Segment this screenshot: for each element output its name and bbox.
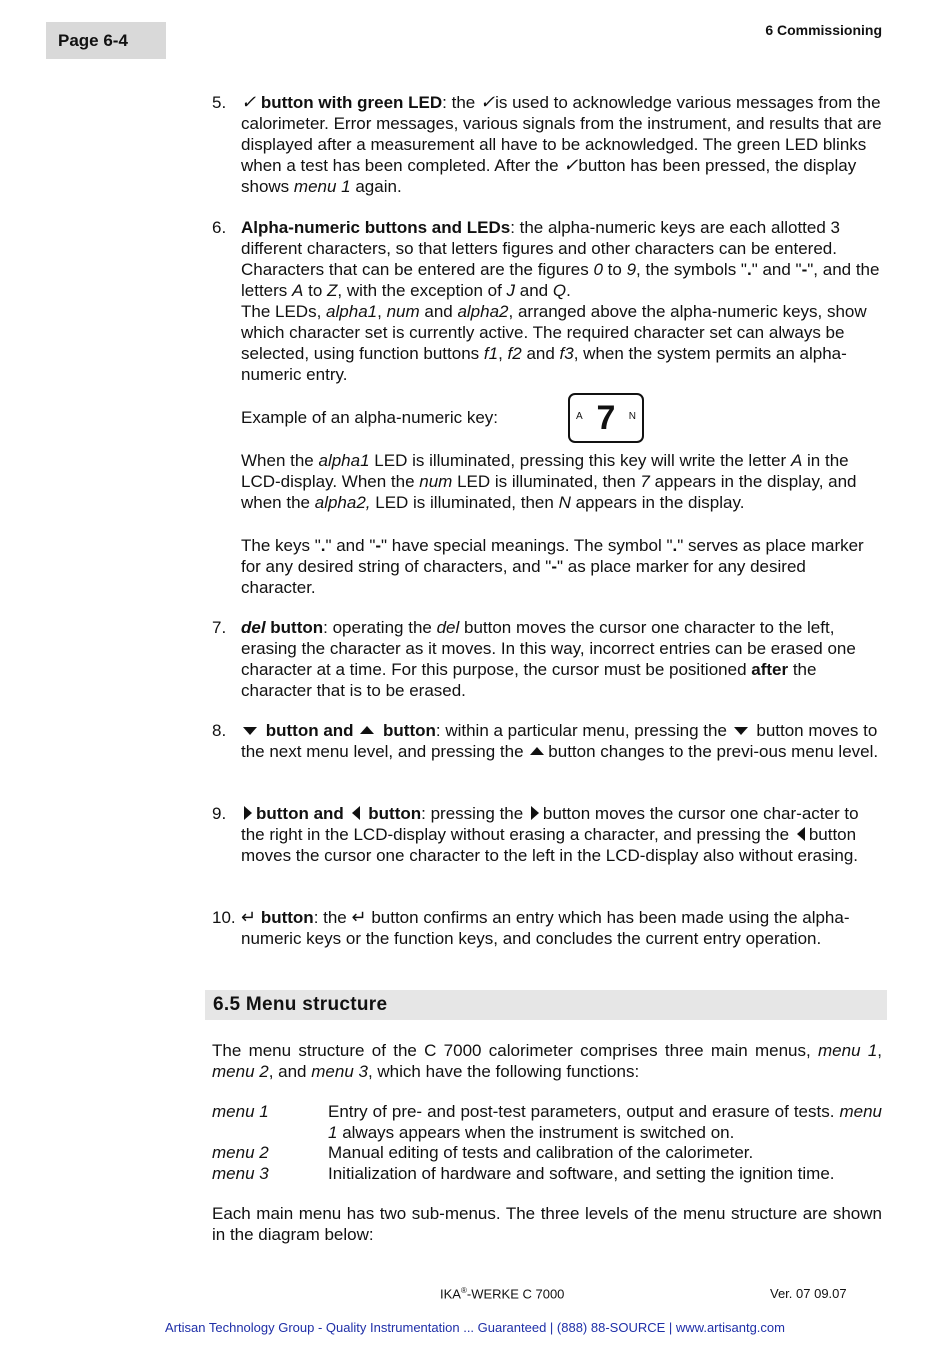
key-letter-n: N [628, 411, 636, 422]
item-number: 10. [212, 908, 236, 927]
key-letter-a: A [576, 411, 583, 422]
arrow-right-icon [531, 806, 539, 820]
list-item-5: 5. ✓ button with green LED: the ✓is used to acknowledge various messages from the calorimeter. Error messages, various signals from the instrument, and results that are displayed after a measurement all have to be acknowledged. The green LED blinks when a test has been completed. After the ✓button has been pressed, the display shows menu 1 again. [212, 92, 882, 196]
paragraph: When the alpha1 LED is illuminated, pressing this key will write the letter A in the LCD-display. When the num LED is illuminated, then 7 appears in the display, and when the alpha2, LED is illuminated, then N appears in the display. [241, 451, 857, 512]
arrow-up-icon [360, 726, 374, 734]
arrow-left-icon [797, 827, 805, 841]
paragraph: Alpha-numeric buttons and LEDs: the alpha-numeric keys are each allotted 3 different characters, so that letters figures and other characters can be entered. Characters that can be entered are the figures 0 to 9, the symbols "." and "-", and the letters A to Z, with the exception of J and Q. [241, 218, 880, 300]
arrow-right-icon [244, 806, 252, 820]
item-number: 7. [212, 618, 227, 637]
item-title: Alpha-numeric buttons and LEDs [241, 218, 511, 237]
list-item-7: 7. del button: operating the del button moves the cursor one character to the left, erasing the character as it moves. In this way, incorrect entries can be erased one character at a time. For this purpose, the cursor must be positioned after the character that is to be erased. [212, 618, 856, 700]
paragraph: The LEDs, alpha1, num and alpha2, arranged above the alpha-numeric keys, show which character set is currently active. The required character set can always be selected, using function buttons f1, f2 and f3, when the system permits an alpha-numeric entry. [241, 302, 867, 384]
page-number-tab: Page 6-4 [46, 22, 166, 59]
check-icon: ✓ [563, 155, 579, 175]
check-icon: ✓ [479, 92, 496, 112]
item-number: 5. [212, 93, 227, 112]
list-item-8: 8. button and button: within a particular menu, pressing the button moves to the next menu level, and pressing the button changes to the previ-ous menu level. [212, 721, 879, 761]
chapter-header: 6 Commissioning [765, 22, 882, 38]
arrow-up-icon [530, 747, 544, 755]
item-number: 8. [212, 721, 227, 740]
footer-brand: IKA®-WERKE C 7000 [440, 1286, 565, 1302]
enter-icon: ↵ [241, 907, 257, 927]
enter-icon: ↵ [351, 907, 367, 927]
item-number: 9. [212, 804, 227, 823]
arrow-down-icon [243, 727, 257, 735]
key-number-7: 7 [596, 399, 616, 437]
item-title: button with green LED [260, 93, 443, 112]
item-number: 6. [212, 218, 227, 237]
arrow-down-icon [734, 727, 748, 735]
list-item-6 [212, 217, 882, 385]
example-label: Example of an alpha-numeric key: [241, 408, 499, 427]
alphanumeric-key-7 [568, 393, 644, 443]
menu-definition-3: menu 3 Initialization of hardware and software, and setting the ignition time. [212, 1164, 835, 1183]
footer-link[interactable]: Artisan Technology Group - Quality Instrumentation ... Guaranteed | (888) 88-SOURCE | www.artisantg.com [165, 1320, 785, 1335]
section-title: 6.5 Menu structure [213, 994, 388, 1015]
intro-paragraph: The menu structure of the C 7000 calorimeter comprises three main menus, menu 1, menu 2, and menu 3, which have the following functions: [212, 1041, 883, 1081]
menu-definition-2: menu 2 Manual editing of tests and calibration of the calorimeter. [212, 1143, 754, 1162]
outro-paragraph: Each main menu has two sub-menus. The three levels of the menu structure are shown in the diagram below: [212, 1204, 882, 1244]
item-title: del [241, 618, 266, 637]
section-heading [205, 990, 887, 1020]
arrow-left-icon [352, 806, 360, 820]
footer-version: Ver. 07 09.07 [770, 1286, 847, 1301]
paragraph: The keys "." and "-" have special meanings. The symbol "." serves as place marker for any desired string of characters, and "-" as place marker for any desired character. [241, 536, 864, 597]
list-item-10: 10. ↵ button: the ↵ button confirms an entry which has been made using the alpha-numeric keys or the function keys, and concludes the current entry operation. [212, 907, 850, 948]
menu-definition-1: menu 1 Entry of pre- and post-test parameters, output and erasure of tests. menu 1 always appears when the instrument is switched on. [212, 1102, 882, 1142]
list-item-9: 9. button and button: pressing the button moves the cursor one char-acter to the right in the LCD-display without erasing a character, and pressing the button moves the cursor one character to the left in the LCD-display also without erasing. [212, 804, 859, 865]
check-icon: ✓ [241, 92, 257, 112]
